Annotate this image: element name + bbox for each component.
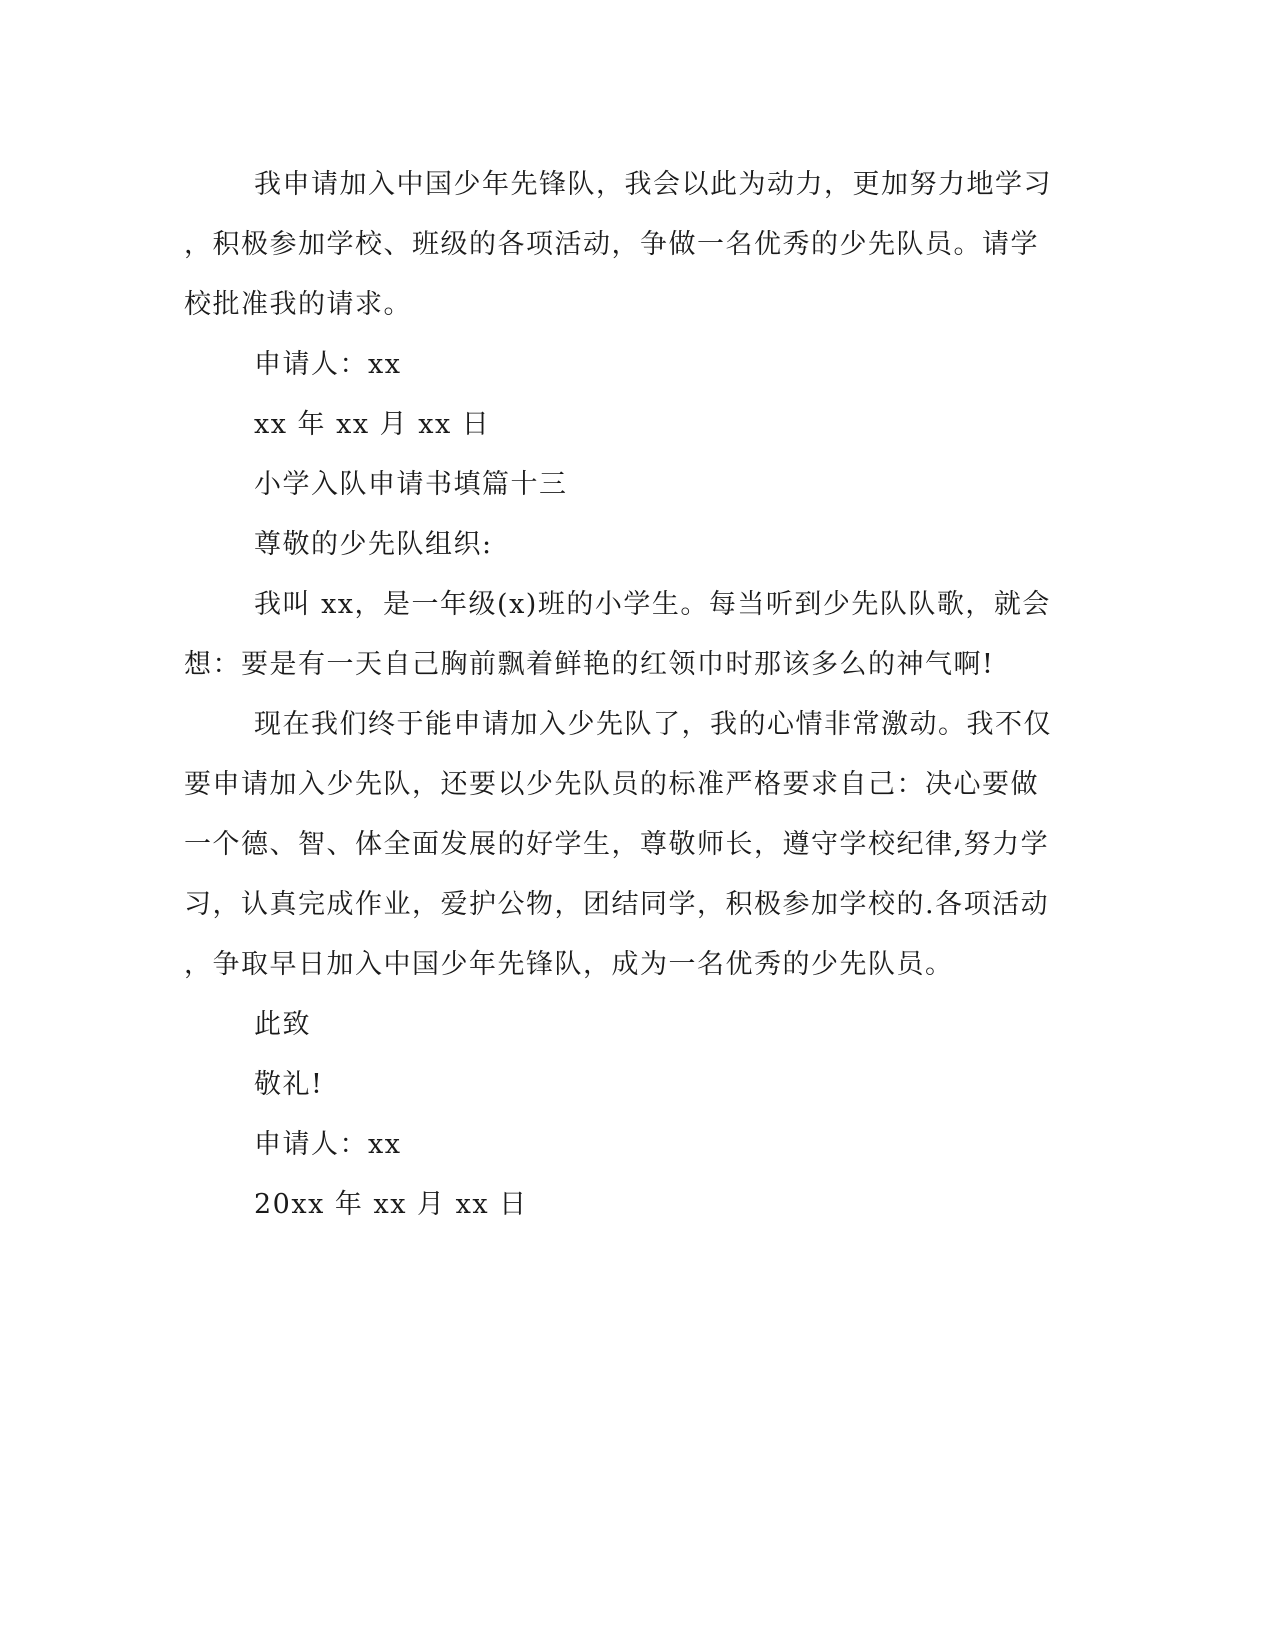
paragraph-line: 一个德、智、体全面发展的好学生，尊敬师长，遵守学校纪律,努力学 (184, 829, 1050, 860)
date-line: 20xx 年 xx 月 xx 日 (254, 1189, 528, 1220)
closing-regards: 敬礼! (254, 1069, 324, 1100)
paragraph-line: ，争取早日加入中国少年先锋队，成为一名优秀的少先队员。 (184, 949, 954, 980)
section-title: 小学入队申请书填篇十三 (254, 469, 568, 500)
document-body (184, 155, 1052, 1235)
paragraph-line: 校批准我的请求。 (184, 289, 412, 320)
date-line: xx 年 xx 月 xx 日 (254, 409, 491, 440)
closing-line: 此致 (254, 1009, 311, 1040)
signature-line: 申请人：xx (254, 349, 402, 380)
salutation-line: 尊敬的少先队组织: (254, 529, 493, 560)
paragraph-line: 习，认真完成作业，爱护公物，团结同学，积极参加学校的.各项活动 (184, 889, 1050, 920)
paragraph-line: 现在我们终于能申请加入少先队了，我的心情非常激动。我不仅 (254, 709, 1052, 740)
paragraph-line: 我申请加入中国少年先锋队，我会以此为动力，更加努力地学习 (254, 169, 1052, 200)
paragraph-line: ，积极参加学校、班级的各项活动，争做一名优秀的少先队员。请学 (184, 229, 1039, 260)
paragraph-line: 我叫 xx，是一年级(x)班的小学生。每当听到少先队队歌，就会 (254, 589, 1051, 620)
paragraph-line: 想：要是有一天自己胸前飘着鲜艳的红领巾时那该多么的神气啊! (184, 649, 995, 680)
signature-line: 申请人：xx (254, 1129, 402, 1160)
paragraph-line: 要申请加入少先队，还要以少先队员的标准严格要求自己：决心要做 (184, 769, 1039, 800)
